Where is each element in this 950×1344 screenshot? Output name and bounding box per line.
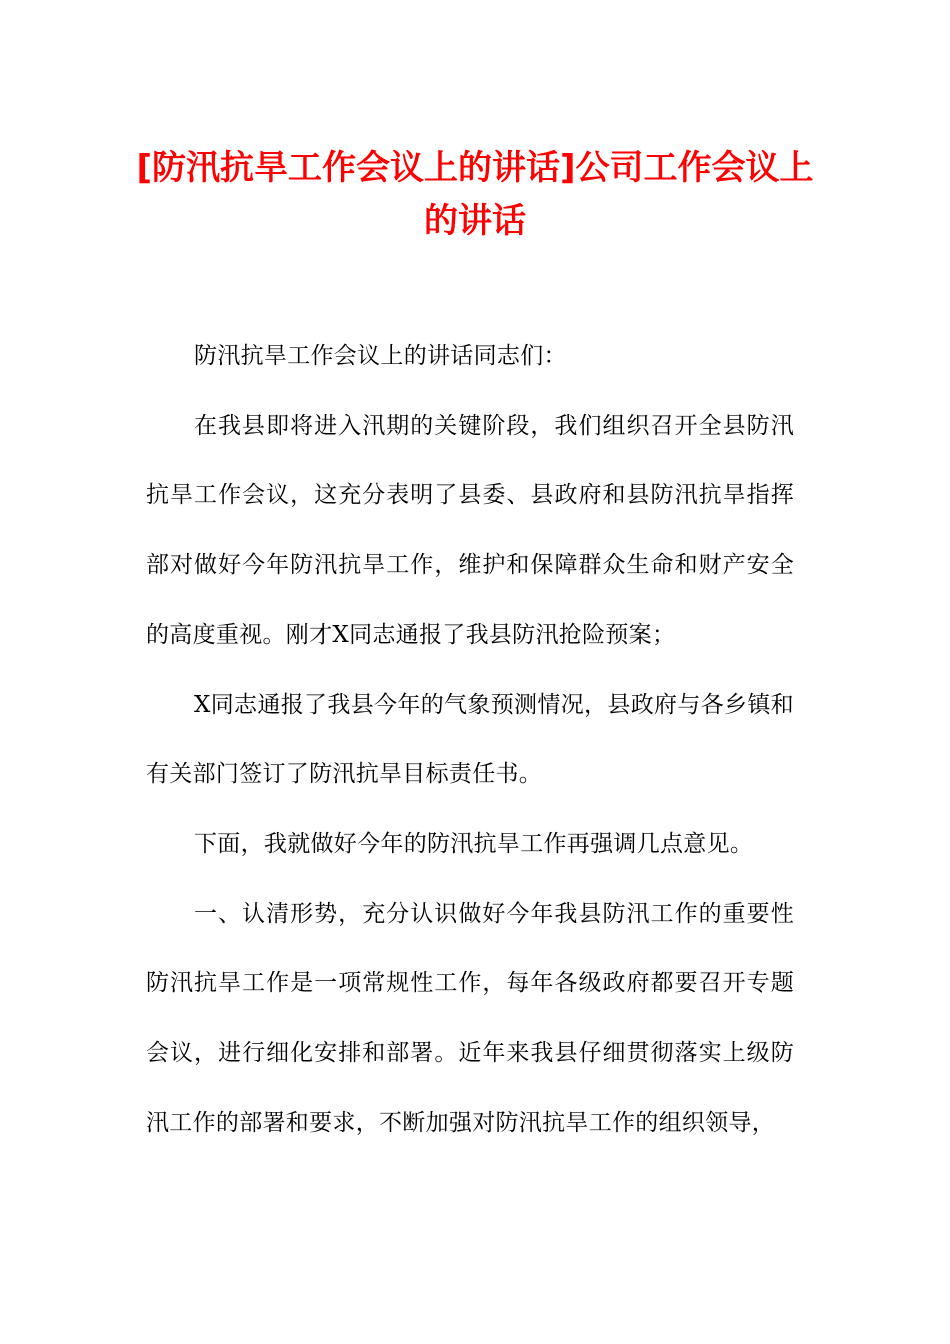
paragraph-section-one: 一、认清形势，充分认识做好今年我县防汛工作的重要性防汛抗旱工作是一项常规性工作，每年各级政府都要召开专题会议，进行细化安排和部署。近年来我县仔细贯彻落实上级防汛工作的部署和要求，不断加强对防汛抗旱工作的组织领导， [146,900,794,1136]
paragraph-greeting: 防汛抗旱工作会议上的讲话同志们： [194,343,567,369]
document-title: [防汛抗旱工作会议上的讲话]公司工作会议上的讲话 [136,148,814,241]
document-body [146,322,794,1158]
paragraph-transition: 下面，我就做好今年的防汛抗旱工作再强调几点意见。 [194,830,754,857]
paragraph-opening: 在我县即将进入汛期的关键阶段，我们组织召开全县防汛抗旱工作会议，这充分表明了县委、县政府和县防汛抗旱指挥部对做好今年防汛抗旱工作，维护和保障群众生命和财产安全的高度重视。刚才X同志通报了我县防汛抢险预案； [146,412,794,648]
paragraph-weather-report: X同志通报了我县今年的气象预测情况，县政府与各乡镇和有关部门签订了防汛抗旱目标责任书。 [146,691,794,788]
